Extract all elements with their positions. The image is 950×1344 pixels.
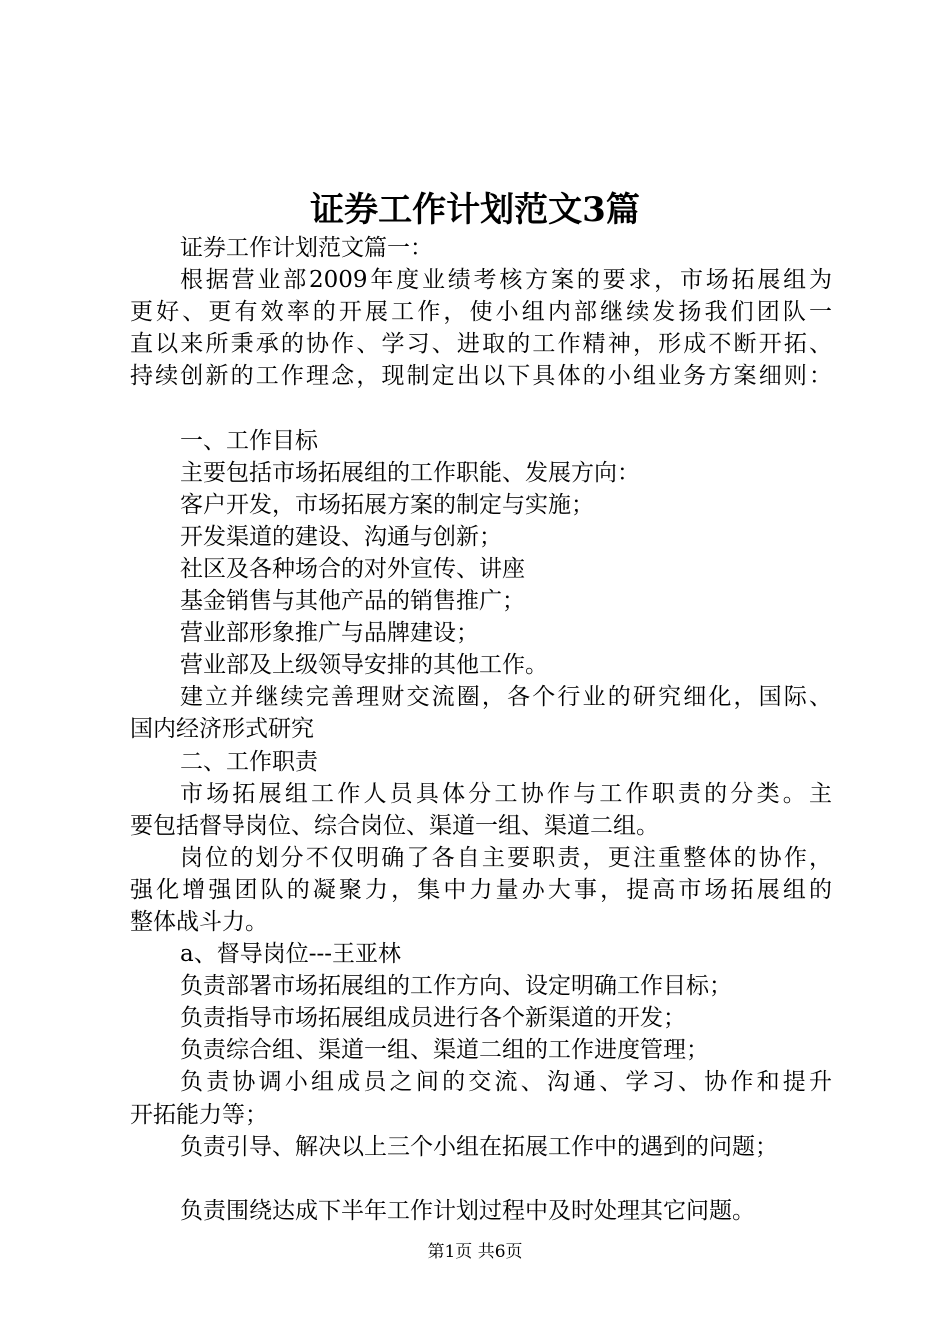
list-item: 开发渠道的建设、沟通与创新； <box>180 523 502 550</box>
list-item: 负责综合组、渠道一组、渠道二组的工作进度管理； <box>180 1037 709 1064</box>
list-item: 负责部署市场拓展组的工作方向、设定明确工作目标； <box>180 973 732 1000</box>
list-item: 负责围绕达成下半年工作计划过程中及时处理其它问题。 <box>180 1197 755 1224</box>
section-heading-duties: 二、工作职责 <box>180 748 318 775</box>
list-item: 客户开发，市场拓展方案的制定与实施； <box>180 491 594 518</box>
document-body <box>130 232 832 1227</box>
list-item: 社区及各种场合的对外宣传、讲座 <box>180 555 525 582</box>
page-number-footer: 第1页 共6页 <box>427 1242 523 1262</box>
paragraph-line: 建立并继续完善理财交流圈，各个行业的研究细化，国际、 <box>180 684 832 711</box>
blank-line <box>130 392 832 424</box>
blank-line <box>130 1163 832 1195</box>
section-heading-article-one: 证券工作计划范文篇一： <box>180 235 433 261</box>
paragraph-line: 持续创新的工作理念，现制定出以下具体的小组业务方案细则： <box>130 363 832 390</box>
paragraph-line: 要包括督导岗位、综合岗位、渠道一组、渠道二组。 <box>130 812 659 839</box>
paragraph-line: 主要包括市场拓展组的工作职能、发展方向： <box>180 459 640 486</box>
paragraph-line: 市场拓展组工作人员具体分工协作与工作职责的分类。主 <box>180 780 832 807</box>
list-item: 负责协调小组成员之间的交流、沟通、学习、协作和提升 <box>180 1069 832 1096</box>
list-item: 基金销售与其他产品的销售推广； <box>180 588 525 615</box>
list-item: 营业部形象推广与品牌建设； <box>180 620 479 647</box>
paragraph-line: 整体战斗力。 <box>130 908 268 935</box>
paragraph-line: 强化增强团队的凝聚力，集中力量办大事，提高市场拓展组的 <box>130 876 832 903</box>
paragraph-line: 国内经济形式研究 <box>130 716 314 743</box>
paragraph-line: 更好、更有效率的开展工作，使小组内部继续发扬我们团队一 <box>130 299 832 326</box>
list-item: 负责指导市场拓展组成员进行各个新渠道的开发； <box>180 1005 686 1032</box>
list-item: 负责引导、解决以上三个小组在拓展工作中的遇到的问题； <box>180 1133 778 1160</box>
paragraph-line: 岗位的划分不仅明确了各自主要职责，更注重整体的协作， <box>180 844 832 871</box>
subsection-heading-supervisor: a、督导岗位---王亚林 <box>180 941 402 968</box>
list-item: 营业部及上级领导安排的其他工作。 <box>180 652 548 679</box>
document-title: 证券工作计划范文3篇 <box>310 190 640 230</box>
paragraph-line: 开拓能力等； <box>130 1101 268 1128</box>
paragraph-line: 直以来所秉承的协作、学习、进取的工作精神，形成不断开拓、 <box>130 331 832 358</box>
paragraph-line: 根据营业部2009年度业绩考核方案的要求，市场拓展组为 <box>180 267 832 294</box>
section-heading-goals: 一、工作目标 <box>180 427 318 454</box>
